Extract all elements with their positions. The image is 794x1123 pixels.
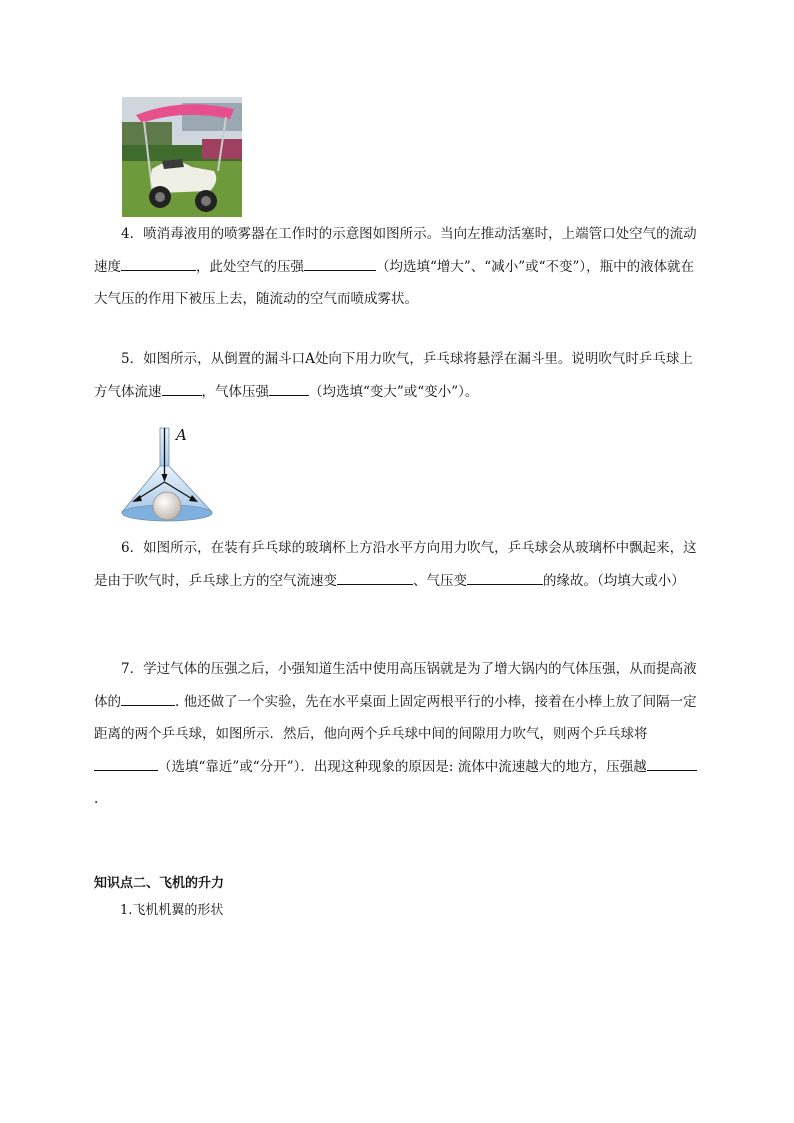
question-6-text-2: 、气压变 <box>413 572 467 589</box>
section-heading: 知识点二、飞机的升力 <box>94 876 225 891</box>
question-4-text-1: 4．喷消毒液用的喷雾器在工作时的示意图如图所示。当向左推动活塞时，上端管口处空气的流动速度 <box>94 226 697 275</box>
question-6-text-1: 6．如图所示，在装有乒乓球的玻璃杯上方沿水平方向用力吹气，乒乓球会从玻璃杯中飘起来，这是由于吹气时，乒乓球上方的空气流速变 <box>94 540 697 589</box>
question-4-text-2: ，此处空气的压强 <box>196 258 304 275</box>
question-6 <box>94 532 700 597</box>
question-7-text-1: 7．学过气体的压强之后，小强知道生活中使用高压锅就是为了增大锅内的气体压强，从而提高液体的 <box>94 661 697 710</box>
question-7-text-4: . <box>94 791 99 807</box>
question-7-text-2: . 他还做了一个实验，先在水平桌面上固定两根平行的小棒，接着在小棒上放了间隔一定距离的两个乒乓球，如图所示．然后，他向两个乒乓球中间的间隙用力吹气，则两个乒乓球将 <box>94 693 697 742</box>
answer-blank <box>269 381 309 396</box>
funnel-label-a: A <box>176 426 187 444</box>
question-4-text-3: （均选填“增大”、“减小”或“不变”），瓶中的液体就在大气压的作用下被压上去，随流动的空气而喷成雾状。 <box>94 258 695 307</box>
scooter-photo <box>122 97 242 217</box>
answer-blank <box>647 756 697 771</box>
answer-blank <box>467 570 543 585</box>
question-4 <box>94 218 700 316</box>
answer-blank <box>121 691 175 706</box>
answer-blank <box>162 381 202 396</box>
question-5-text-3: （均选填“变大”或“变小”）。 <box>309 383 479 400</box>
section-item-1: 1.飞机机翼的形状 <box>120 903 224 918</box>
question-5-text-2: ，气体压强 <box>201 383 269 400</box>
question-7 <box>94 653 700 816</box>
answer-blank <box>337 570 413 585</box>
answer-blank <box>121 256 196 271</box>
question-5 <box>94 343 700 408</box>
question-5-text-1: 5．如图所示，从倒置的漏斗口A处向下用力吹气，乒乓球将悬浮在漏斗里。说明吹气时乒乓球上方气体流速 <box>94 351 693 400</box>
funnel-figure <box>118 420 218 526</box>
question-7-text-3: （选填“靠近”或“分开”）．出现这种现象的原因是: 流体中流速越大的地方，压强越 <box>158 758 647 775</box>
question-6-text-3: 的缘故。（均填大或小） <box>543 572 685 589</box>
answer-blank <box>94 756 158 771</box>
answer-blank <box>304 256 376 271</box>
